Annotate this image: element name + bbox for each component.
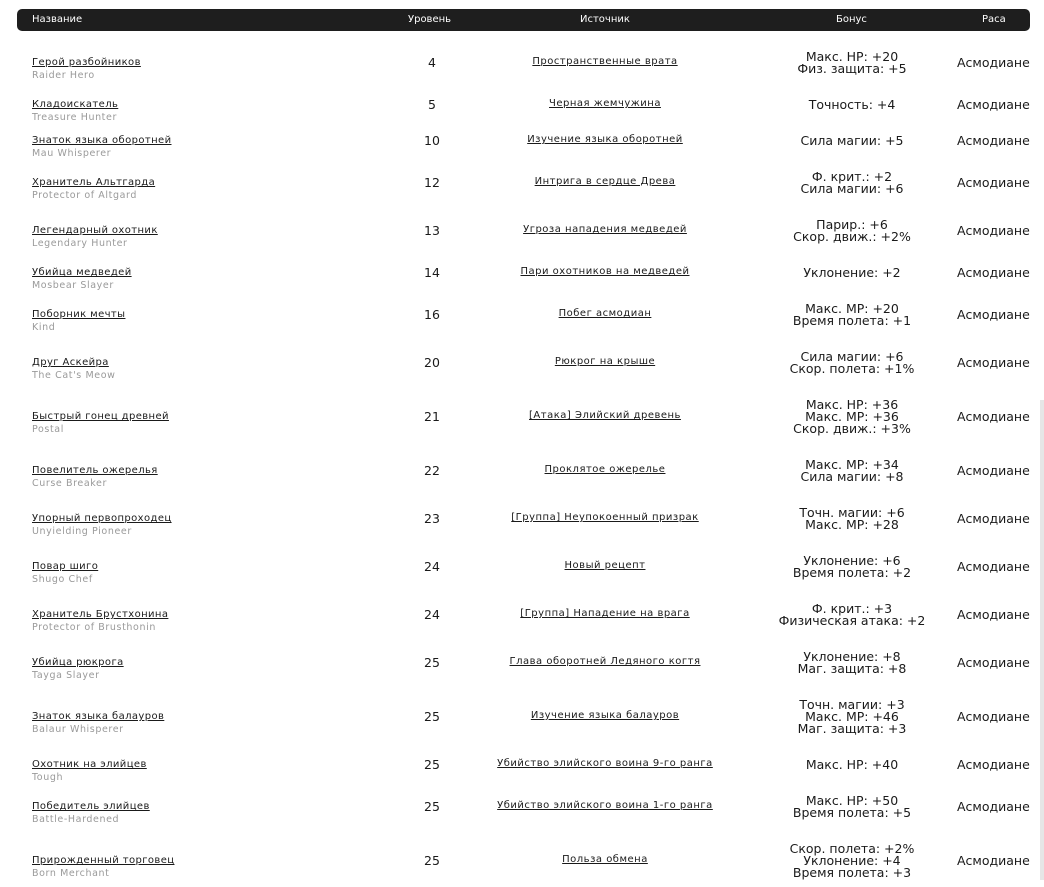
level-value: 25 <box>424 709 440 724</box>
level-value: 20 <box>424 355 440 370</box>
source-quest-link[interactable]: [Атака] Элийский древень <box>529 410 681 421</box>
race-value: Асмодиане <box>957 97 1030 112</box>
bonus-line: Сила магии: +6 <box>800 181 904 196</box>
race-value: Асмодиане <box>957 559 1030 574</box>
source-quest-link[interactable]: [Группа] Неупокоенный призрак <box>511 512 699 523</box>
level-value: 25 <box>424 757 440 772</box>
bonus-line: Сила магии: +6 <box>800 349 904 364</box>
bonus-line: Время полета: +5 <box>792 805 912 820</box>
header-source[interactable]: Источник <box>580 14 630 25</box>
title-name-link[interactable]: Друг Аскейра <box>32 357 109 368</box>
bonus-line: Макс. HP: +20 <box>805 49 899 64</box>
bonus-line: Макс. MP: +20 <box>805 301 899 316</box>
bonus-line: Парир.: +6 <box>816 217 888 232</box>
title-name-cell <box>32 752 396 784</box>
title-name-cell <box>32 848 396 880</box>
level-value: 25 <box>424 799 440 814</box>
bonus-line: Скор. движ.: +3% <box>793 421 911 436</box>
title-name-link[interactable]: Знаток языка оборотней <box>32 135 172 146</box>
bonus-cell <box>752 507 952 531</box>
title-name-cell <box>32 302 396 334</box>
title-english-name: Kind <box>32 322 56 333</box>
bonus-line: Макс. HP: +50 <box>805 793 899 808</box>
bonus-line: Уклонение: +6 <box>803 553 901 568</box>
level-value: 4 <box>428 55 436 70</box>
title-name-link[interactable]: Быстрый гонец древней <box>32 411 169 422</box>
bonus-line: Физ. защита: +5 <box>797 61 907 76</box>
bonus-cell <box>752 795 952 819</box>
title-english-name: Unyielding Pioneer <box>32 526 132 537</box>
bonus-line: Макс. MP: +36 <box>805 409 899 424</box>
race-value: Асмодиане <box>957 463 1030 478</box>
title-name-link[interactable]: Охотник на элийцев <box>32 759 147 770</box>
bonus-line: Точн. магии: +6 <box>799 505 905 520</box>
level-value: 25 <box>424 853 440 868</box>
source-quest-link[interactable]: Изучение языка балауров <box>530 710 680 721</box>
bonus-line: Время полета: +3 <box>792 865 912 880</box>
title-name-link[interactable]: Повелитель ожерелья <box>32 465 158 476</box>
level-value: 16 <box>424 307 440 322</box>
title-english-name: The Cat's Meow <box>32 370 116 381</box>
bonus-cell <box>752 303 952 327</box>
bonus-cell <box>752 171 952 195</box>
title-english-name: Shugo Chef <box>32 574 93 585</box>
race-value: Асмодиане <box>957 307 1030 322</box>
bonus-cell <box>752 99 952 111</box>
level-value: 22 <box>424 463 440 478</box>
bonus-line: Точность: +4 <box>808 97 896 112</box>
source-quest-link[interactable]: Пари охотников на медведей <box>520 266 690 277</box>
bonus-line: Точн. магии: +3 <box>799 697 905 712</box>
title-name-link[interactable]: Убийца рюкрога <box>32 657 124 668</box>
source-quest-link[interactable]: Новый рецепт <box>564 560 646 571</box>
bonus-cell <box>752 135 952 147</box>
bonus-line: Макс. MP: +34 <box>805 457 899 472</box>
title-name-link[interactable]: Кладоискатель <box>32 99 119 110</box>
source-quest-link[interactable]: Интрига в сердце Древа <box>534 176 676 187</box>
bonus-cell <box>752 843 952 879</box>
title-name-cell <box>32 404 396 436</box>
title-english-name: Raider Hero <box>32 70 95 81</box>
bonus-line: Сила магии: +5 <box>800 133 904 148</box>
title-name-cell <box>32 554 396 586</box>
bonus-line: Макс. MP: +28 <box>805 517 899 532</box>
title-name-cell <box>32 794 396 826</box>
title-name-cell <box>32 50 396 82</box>
bonus-line: Макс. MP: +46 <box>805 709 899 724</box>
title-name-link[interactable]: Повар шиго <box>32 561 99 572</box>
bonus-line: Маг. защита: +3 <box>797 721 907 736</box>
title-name-link[interactable]: Упорный первопроходец <box>32 513 172 524</box>
race-value: Асмодиане <box>957 355 1030 370</box>
title-name-cell <box>32 506 396 538</box>
bonus-line: Макс. HP: +36 <box>805 397 899 412</box>
title-name-link[interactable]: Убийца медведей <box>32 267 132 278</box>
bonus-cell <box>752 603 952 627</box>
race-value: Асмодиане <box>957 757 1030 772</box>
source-quest-link[interactable]: Пространственные врата <box>532 56 678 67</box>
race-value: Асмодиане <box>957 607 1030 622</box>
source-quest-link[interactable]: Изучение языка оборотней <box>527 134 683 145</box>
source-quest-link[interactable]: Убийство элийского воина 9-го ранга <box>497 758 713 769</box>
title-name-link[interactable]: Поборник мечты <box>32 309 126 320</box>
title-name-link[interactable]: Знаток языка балауров <box>32 711 165 722</box>
bonus-cell <box>752 651 952 675</box>
level-value: 23 <box>424 511 440 526</box>
bonus-cell <box>752 699 952 735</box>
title-name-cell <box>32 704 396 736</box>
bonus-cell <box>752 219 952 243</box>
level-value: 24 <box>424 607 440 622</box>
level-value: 10 <box>424 133 440 148</box>
bonus-line: Уклонение: +8 <box>803 649 901 664</box>
race-value: Асмодиане <box>957 223 1030 238</box>
bonus-line: Скор. полета: +2% <box>789 841 915 856</box>
bonus-cell <box>752 351 952 375</box>
source-quest-link[interactable]: Угроза нападения медведей <box>523 224 687 235</box>
header-bonus[interactable]: Бонус <box>836 14 867 25</box>
title-name-link[interactable]: Хранитель Альтгарда <box>32 177 156 188</box>
title-english-name: Mau Whisperer <box>32 148 112 159</box>
source-quest-link[interactable]: Черная жемчужина <box>549 98 661 109</box>
bonus-line: Время полета: +2 <box>792 565 912 580</box>
title-name-cell <box>32 650 396 682</box>
race-value: Асмодиане <box>957 709 1030 724</box>
bonus-line: Время полета: +1 <box>792 313 912 328</box>
bonus-cell <box>752 399 952 435</box>
scrollbar[interactable] <box>1040 400 1044 880</box>
level-value: 21 <box>424 409 440 424</box>
bonus-cell <box>752 267 952 279</box>
title-english-name: Balaur Whisperer <box>32 724 124 735</box>
title-english-name: Postal <box>32 424 64 435</box>
source-quest-link[interactable]: Проклятое ожерелье <box>544 464 666 475</box>
title-name-cell <box>32 602 396 634</box>
source-quest-link[interactable]: Рюкрог на крыше <box>554 356 656 367</box>
title-name-link[interactable]: Герой разбойников <box>32 57 141 68</box>
title-english-name: Legendary Hunter <box>32 238 128 249</box>
race-value: Асмодиане <box>957 853 1030 868</box>
level-value: 24 <box>424 559 440 574</box>
title-english-name: Mosbear Slayer <box>32 280 114 291</box>
bonus-cell <box>752 759 952 771</box>
race-value: Асмодиане <box>957 175 1030 190</box>
race-value: Асмодиане <box>957 265 1030 280</box>
level-value: 14 <box>424 265 440 280</box>
bonus-line: Маг. защита: +8 <box>797 661 907 676</box>
bonus-cell <box>752 555 952 579</box>
header-race[interactable]: Раса <box>982 14 1006 25</box>
level-value: 5 <box>428 97 436 112</box>
source-quest-link[interactable]: Глава оборотней Ледяного когтя <box>509 656 701 667</box>
header-level[interactable]: Уровень <box>408 14 452 25</box>
title-english-name: Born Merchant <box>32 868 110 879</box>
title-name-link[interactable]: Победитель элийцев <box>32 801 150 812</box>
bonus-line: Уклонение: +4 <box>803 853 901 868</box>
title-english-name: Protector of Brusthonin <box>32 622 156 633</box>
title-name-cell <box>32 170 396 202</box>
title-name-link[interactable]: Хранитель Брустхонина <box>32 609 169 620</box>
level-value: 13 <box>424 223 440 238</box>
level-value: 25 <box>424 655 440 670</box>
source-quest-link[interactable]: Побег асмодиан <box>558 308 652 319</box>
bonus-line: Макс. HP: +40 <box>805 757 899 772</box>
title-name-cell <box>32 350 396 382</box>
title-english-name: Treasure Hunter <box>32 112 117 123</box>
title-name-cell <box>32 260 396 292</box>
title-name-link[interactable]: Прирожденный торговец <box>32 855 175 866</box>
race-value: Асмодиане <box>957 799 1030 814</box>
bonus-line: Скор. полета: +1% <box>789 361 915 376</box>
title-english-name: Tough <box>32 772 64 783</box>
bonus-line: Ф. крит.: +3 <box>811 601 893 616</box>
source-quest-link[interactable]: Убийство элийского воина 1-го ранга <box>497 800 713 811</box>
bonus-cell <box>752 51 952 75</box>
title-english-name: Curse Breaker <box>32 478 107 489</box>
title-english-name: Tayga Slayer <box>32 670 100 681</box>
title-english-name: Battle-Hardened <box>32 814 120 825</box>
race-value: Асмодиане <box>957 655 1030 670</box>
bonus-line: Сила магии: +8 <box>800 469 904 484</box>
source-quest-link[interactable]: [Группа] Нападение на врага <box>520 608 690 619</box>
bonus-line: Уклонение: +2 <box>803 265 901 280</box>
race-value: Асмодиане <box>957 133 1030 148</box>
race-value: Асмодиане <box>957 511 1030 526</box>
title-name-link[interactable]: Легендарный охотник <box>32 225 158 236</box>
title-name-cell <box>32 218 396 250</box>
title-name-cell <box>32 92 396 124</box>
source-quest-link[interactable]: Польза обмена <box>562 854 648 865</box>
bonus-cell <box>752 459 952 483</box>
race-value: Асмодиане <box>957 409 1030 424</box>
bonus-line: Ф. крит.: +2 <box>811 169 893 184</box>
bonus-line: Скор. движ.: +2% <box>793 229 911 244</box>
title-english-name: Protector of Altgard <box>32 190 137 201</box>
bonus-line: Физическая атака: +2 <box>778 613 926 628</box>
level-value: 12 <box>424 175 440 190</box>
table-header <box>17 9 1030 31</box>
title-name-cell <box>32 458 396 490</box>
header-name[interactable]: Название <box>32 14 83 25</box>
race-value: Асмодиане <box>957 55 1030 70</box>
title-name-cell <box>32 128 396 160</box>
